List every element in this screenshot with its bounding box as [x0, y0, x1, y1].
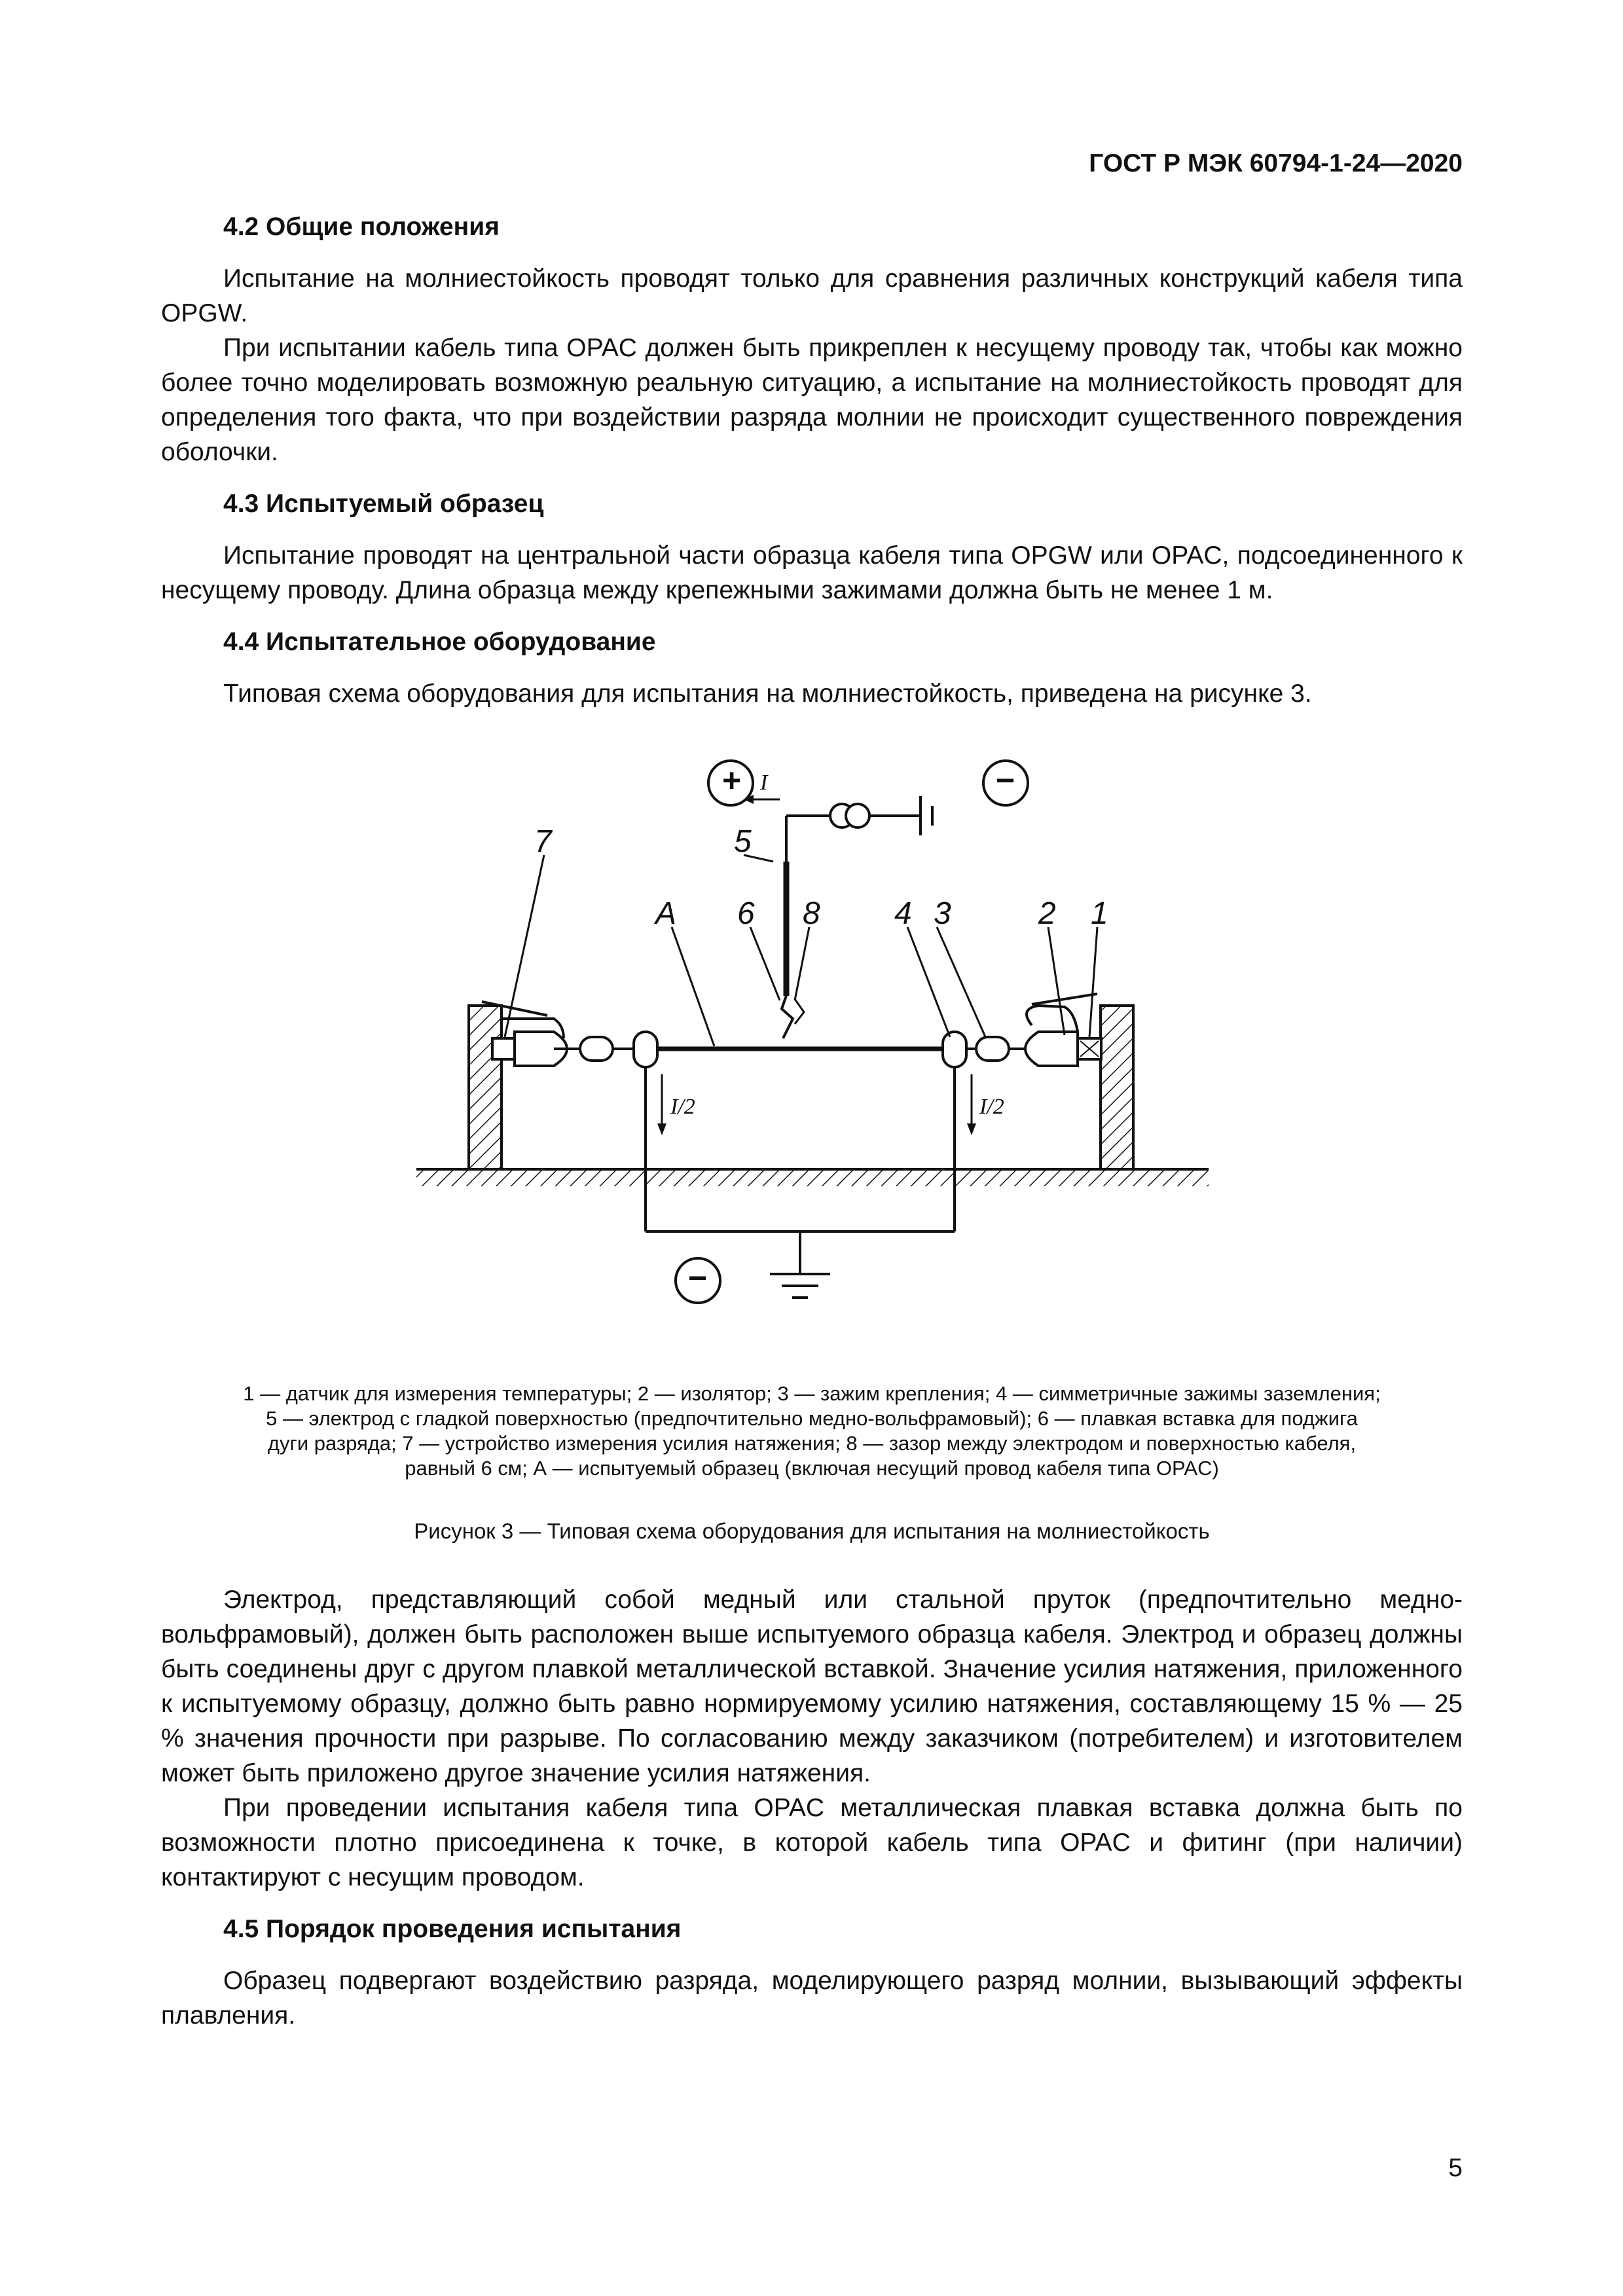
left-post	[469, 1006, 501, 1169]
paragraph: Образец подвергают воздействию разряда, моделирующего разряд молнии, вызывающий эффекты плавления.	[161, 1967, 1463, 2030]
label-a: A	[655, 896, 677, 931]
section-4-5-title: 4.5 Порядок проведения испытания	[223, 1915, 682, 1943]
legend-line: дуги разряда; 7 — устройство измерения усилия натяжения; 8 — зазор между электродом и поверхностью кабеля,	[267, 1432, 1357, 1455]
clamp-left	[580, 1037, 613, 1061]
figure-3-diagram	[161, 750, 1463, 1379]
ground-clamp-left	[634, 1032, 657, 1067]
figure-caption: Рисунок 3 — Типовая схема оборудования для испытания на молниестойкость	[414, 1519, 1210, 1543]
ground-clamp-right	[943, 1032, 966, 1067]
label-7: 7	[534, 824, 552, 859]
paragraph: Типовая схема оборудования для испытания на молниестойкость, приведена на рисунке 3.	[223, 680, 1312, 708]
figure-legend	[161, 1381, 1463, 1481]
minus-sign-top: −	[996, 762, 1015, 799]
equipment-diagram	[161, 750, 1463, 1379]
label-6: 6	[737, 896, 755, 931]
section-4-4-title: 4.4 Испытательное оборудование	[223, 628, 656, 656]
paragraph: При испытании кабель типа OPAC должен быть прикреплен к несущему проводу так, чтобы как можно более точно моделировать возможную реальную ситуацию, а испытание на молниестойкость проводят для определения того факта, что при воздействии разряда молнии не происходит существенного повреждения оболочки.	[161, 334, 1463, 466]
label-half-current-right: I/2	[979, 1095, 1004, 1119]
page-content	[161, 210, 1463, 2033]
section-4-3-title: 4.3 Испытуемый образец	[223, 490, 544, 518]
ground-hatch	[416, 1169, 1209, 1186]
arc-gap	[795, 999, 804, 1024]
fuse-wire	[782, 996, 793, 1038]
page-number: 5	[1448, 2154, 1463, 2182]
paragraph: При проведении испытания кабеля типа OPAC металлическая плавкая вставка должна быть по возможности плотно присоединена к точке, в которой кабель типа OPAC и фитинг (при наличии) контактируют с несущим проводом.	[161, 1794, 1463, 1891]
force-sensor	[492, 1038, 515, 1059]
label-3: 3	[934, 896, 951, 931]
paragraph: Испытание на молниестойкость проводят только для сравнения различных конструкций кабеля типа OPGW.	[161, 264, 1463, 327]
label-half-current-left: I/2	[670, 1095, 695, 1119]
label-5: 5	[734, 824, 752, 859]
legend-line: равный 6 см; А — испытуемый образец (включая несущий провод кабеля типа OPAC)	[405, 1457, 1219, 1480]
clamp-right	[976, 1037, 1009, 1061]
paragraph: Электрод, представляющий собой медный или стальной пруток (предпочтительно медно-вольфрамовый), должен быть расположен выше испытуемого образца кабеля. Электрод и образец должны быть соединены друг с другом плавкой металлической вставкой. Значение усилия натяжения, приложенного к испытуемому образцу, должно быть равно нормируемому усилию натяжения, составляющему 15 % — 25 % значения прочности при разрыве. По согласованию между заказчиком (потребителем) и изготовителем может быть приложено другое значение усилия натяжения.	[161, 1586, 1463, 1787]
section-4-2-title: 4.2 Общие положения	[223, 213, 500, 241]
legend-line: 1 — датчик для измерения температуры; 2 — изолятор; 3 — зажим крепления; 4 — симметричные зажимы заземления;	[243, 1382, 1381, 1405]
standard-header: ГОСТ Р МЭК 60794-1-24—2020	[1089, 149, 1463, 177]
label-2: 2	[1038, 896, 1056, 931]
label-8: 8	[803, 896, 820, 931]
minus-sign-bottom: −	[688, 1260, 708, 1296]
plus-sign: +	[722, 762, 742, 799]
label-current: I	[760, 771, 768, 795]
insulator-right	[1025, 1032, 1078, 1066]
paragraph: Испытание проводят на центральной части образца кабеля типа OPGW или OPAC, подсоединенного к несущему проводу. Длина образца между крепежными зажимами должна быть не менее 1 м.	[161, 541, 1463, 604]
right-post	[1101, 1006, 1133, 1169]
label-4: 4	[894, 896, 912, 931]
legend-line: 5 — электрод с гладкой поверхностью (предпочтительно медно-вольфрамовый); 6 — плавкая вставка для поджига	[266, 1407, 1358, 1430]
label-1: 1	[1091, 896, 1108, 931]
